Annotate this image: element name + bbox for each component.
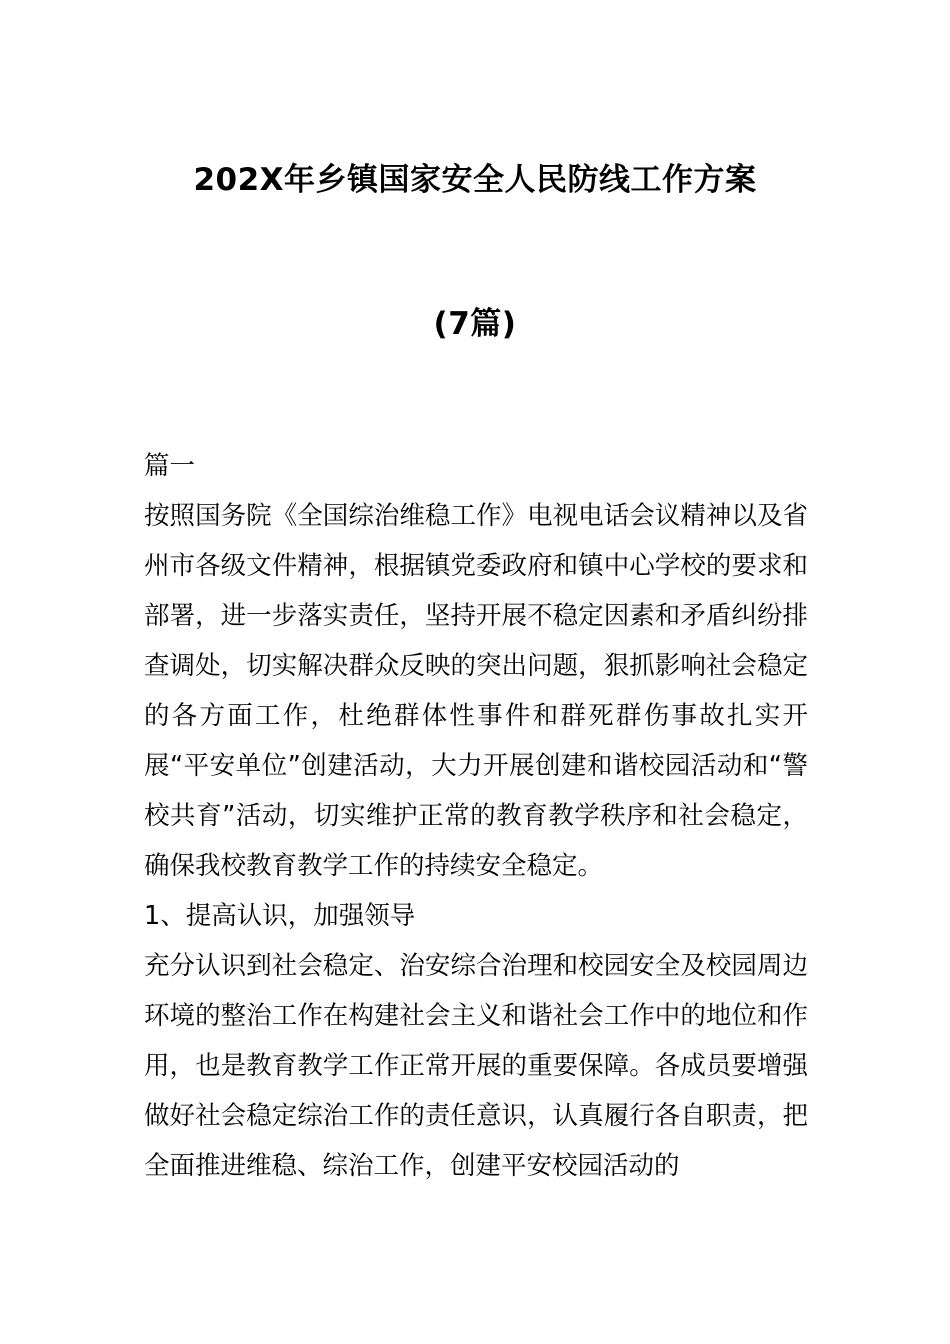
paragraph-item-1: 充分认识到社会稳定、治安综合治理和校园安全及校园周边环境的整治工作在构建社会主义和谐社会工作中的地位和作用，也是教育教学工作正常开展的重要保障。各成员要增强做好社会稳定综治工作的责任意识，认真履行各自职责，把全面推进维稳、综治工作，创建平安校园活动的 xyxy=(144,951,808,1181)
document-body xyxy=(144,441,808,1191)
paragraph-intro: 按照国务院《全国综治维稳工作》电视电话会议精神以及省州市各级文件精神，根据镇党委政府和镇中心学校的要求和部署，进一步落实责任，坚持开展不稳定因素和矛盾纠纷排查调处，切实解决群众反映的突出问题，狠抓影响社会稳定的各方面工作，杜绝群体性事件和群死群伤事故扎实开展“平安单位”创建活动，大力开展创建和谐校园活动和“警校共育”活动，切实维护正常的教育教学秩序和社会稳定，确保我校教育教学工作的持续安全稳定。 xyxy=(144,501,808,881)
document-title: 202X年乡镇国家安全人民防线工作方案 xyxy=(193,162,757,198)
document-subtitle: (7篇) xyxy=(433,306,517,342)
section-heading: 篇一 xyxy=(144,451,196,481)
item-heading: 1、提高认识，加强领导 xyxy=(144,901,416,931)
